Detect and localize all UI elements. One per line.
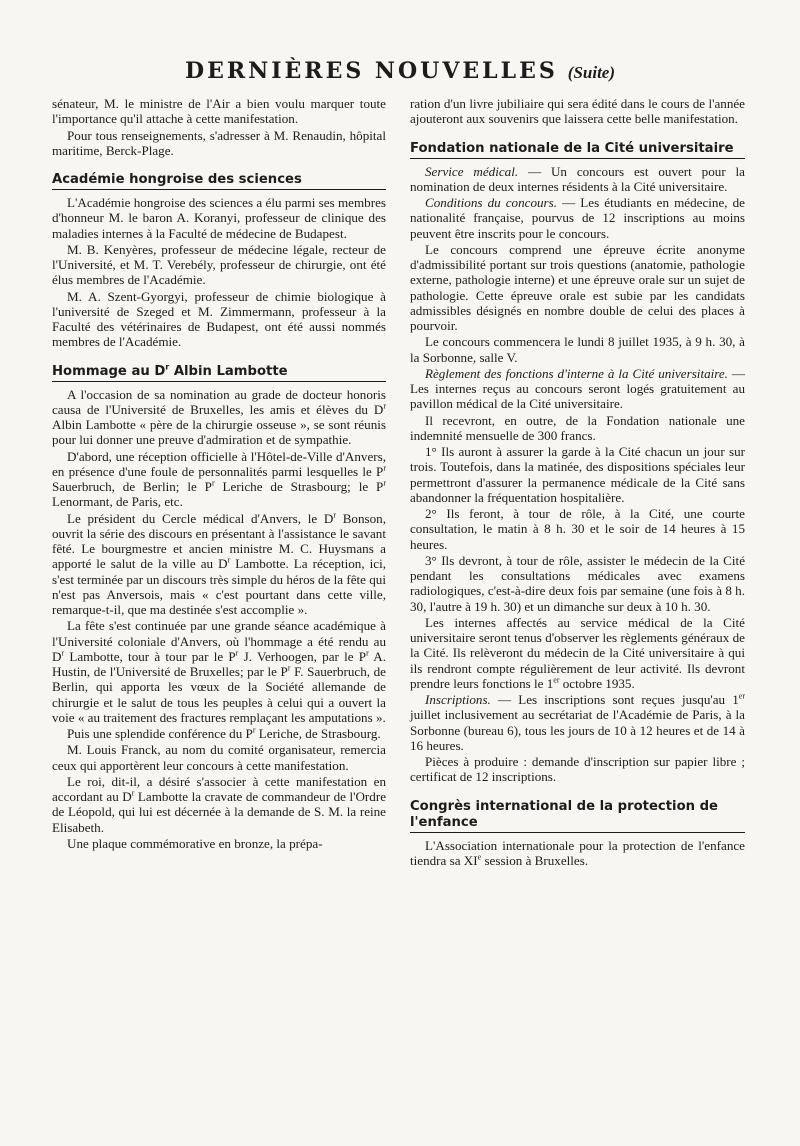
page-title: DERNIÈRES NOUVELLES	[184, 58, 558, 84]
paragraph: M. Louis Franck, au nom du comité organisateur, remercia ceux qui apportèrent leur concours à cette manifestation.	[52, 742, 386, 773]
paragraph: 3° Ils devront, à tour de rôle, assister le médecin de la Cité pendant les consultations médicales avec examens radiologiques, c'est-à-dire deux fois par semaine (une fois à 8 h. 30, l'autre à 19 h. 30) et un dimanche sur deux à 10 h. 30.	[410, 552, 745, 614]
paragraph: Les internes affectés au service médical de la Cité universitaire seront tenus d'observer les règlements généraux de la Cité. Ils relèveront du médecin de la Cité universitaire à qui ils rendront compte régulièrement de leur activité. Ils devront prendre leurs fonctions le 1er octobre 1935.	[410, 614, 745, 691]
paragraph: Le président du Cercle médical d'Anvers, le $D^r$ Bonson, ouvrit la série des discours en présentant à l'assistance le savant fêté. Le bourgmestre et ancien ministre M. C. Huysmans a apporté le salut de la ville au $D^r$ Lambotte. La réception, ici, s'est terminée par un discours très simple du héros de la fête qui n'est pas Anversois, mais « c'est pourtant dans cette ville, remarque-t-il, que ma destinée s'est accomplie ».	[52, 510, 387, 617]
paragraph: Pièces à produire : demande d'inscription sur papier libre ; certificat de 12 inscriptions.	[410, 754, 745, 785]
section-heading-fondation: Fondation nationale de la Cité universitaire	[410, 141, 745, 159]
paragraph: Il recevront, en outre, de la Fondation nationale une indemnité mensuelle de 300 francs.	[410, 412, 745, 443]
paragraph: La fête s'est continuée par une grande séance académique à l'Université coloniale d'Anvers, où l'hommage a été rendu au $D^r$ Lambotte, tour à tour par le $P^r$ J. Verhoogen, par le $P^r$ A. Hustin, de l'Université de Bruxelles; par le $P^r$ F. Sauerbruch, de Berlin, qui apporta les vœux de la Société allemande de chirurgie et le salut de tous les peuples à celui qui a ouvert la voie « au traitement des fractures remplaçant les amputations ».	[52, 618, 387, 725]
paragraph: Conditions du concours. — Les étudiants en médecine, de nationalité française, pourvus de 12 inscriptions au moins peuvent être inscrits pour le concours.	[410, 195, 745, 241]
section-heading-academie: Académie hongroise des sciences	[52, 172, 386, 190]
paragraph: Le concours commencera le lundi 8 juillet 1935, à 9 h. 30, à la Sorbonne, salle V.	[410, 334, 745, 365]
paragraph: ration d'un livre jubiliaire qui sera édité dans le cours de l'année ajouteront aux souvenirs que laissera cette belle manifestation.	[410, 96, 745, 127]
paragraph: Une plaque commémorative en bronze, la prépa-	[67, 835, 323, 851]
section-heading-congres: Congrès international de la protection de l'enfance	[410, 799, 745, 833]
paragraph: M. A. Szent-Gyorgyi, professeur de chimie biologique à l'université de Szeged et M. Zimmermann, professeur à la Faculté des vétérinaires de Budapest, ont été aussi nommés membres de l'Académie.	[52, 288, 386, 350]
paragraph: L'Association internationale pour la protection de l'enfance tiendra sa XIe session à Bruxelles.	[410, 837, 745, 868]
paragraph: L'Académie hongroise des sciences a élu parmi ses membres d'honneur M. le baron A. Koranyi, professeur de clinique des maladies internes à la Faculté de médecine de Budapest.	[52, 195, 386, 241]
paragraph: Pour tous renseignements, s'adresser à M. Renaudin, hôpital maritime, Berck-Plage.	[52, 127, 386, 158]
page-title-suite: (Suite)	[567, 63, 616, 82]
left-column	[52, 96, 386, 851]
paragraph: Service médical. — Un concours est ouvert pour la nomination de deux internes résidents à la Cité universitaire.	[410, 163, 745, 194]
paragraph: Le roi, dit-il, a désiré s'associer à cette manifestation en accordant au $D^r$ Lambotte la cravate de commandeur de l'Ordre de Léopold, qui lui est décernée à la demande de S. M. la reine Elisabeth.	[52, 773, 387, 835]
paragraph: 1° Ils auront à assurer la garde à la Cité chacun un jour sur trois. Toutefois, dans la matinée, des dispositions spéciales leur permettront d'assurer la permanence médicale de la Cité sans abandonner la fréquentation hospitalière.	[410, 444, 745, 505]
paragraph: D'abord, une réception officielle à l'Hôtel-de-Ville d'Anvers, en présence d'une foule de personnalités parmi lesquelles le $P^r$ Sauerbruch, de Berlin; le $P^r$ Leriche de Strasbourg; le $P^r$ Lenormant, de Paris, etc.	[52, 448, 386, 510]
right-column	[410, 96, 745, 868]
paragraph: M. B. Kenyères, professeur de médecine légale, recteur de l'Université, et M. T. Verebély, professeur de chirurgie, ont été élus membres de l'Académie.	[52, 241, 386, 288]
paragraph: Puis une splendide conférence du $P^r$ Leriche, de Strasbourg.	[67, 725, 381, 741]
paragraph: sénateur, M. le ministre de l'Air a bien voulu marquer toute l'importance qu'il attache à cette manifestation.	[52, 96, 386, 127]
paragraph: Le concours comprend une épreuve écrite anonyme d'admissibilité portant sur trois questions (anatomie, pathologie externe, pathologie interne) et une épreuve orale sur un sujet de pathologie. Cette épreuve orale est subie par les candidats admissibles désignés en nombre double de celui des places à pourvoir.	[410, 241, 745, 333]
paragraph: Règlement des fonctions d'interne à la Cité universitaire. — Les internes reçus au concours seront logés gratuitement au pavillon médical de la Cité universitaire.	[410, 365, 745, 412]
section-heading-hommage: Hommage au $D^r$ Albin Lambotte	[52, 364, 386, 382]
paragraph: Inscriptions. — Les inscriptions sont reçues jusqu'au 1er juillet inclusivement au secrétariat de l'Académie de Paris, à la Sorbonne (bureau 6), tous les jours de 10 à 12 heures et de 14 à 16 heures.	[410, 691, 745, 753]
page-header	[0, 58, 800, 84]
paragraph: A l'occasion de sa nomination au grade de docteur honoris causa de l'Université de Bruxelles, les amis et élèves du $D^r$ Albin Lambotte « père de la chirurgie osseuse », se sont réunis pour lui donner une preuve d'admiration et de sympathie.	[52, 386, 386, 448]
paragraph: 2° Ils feront, à tour de rôle, à la Cité, une courte consultation, le matin à 8 h. 30 et le soir de 14 heures à 15 heures.	[410, 506, 745, 552]
